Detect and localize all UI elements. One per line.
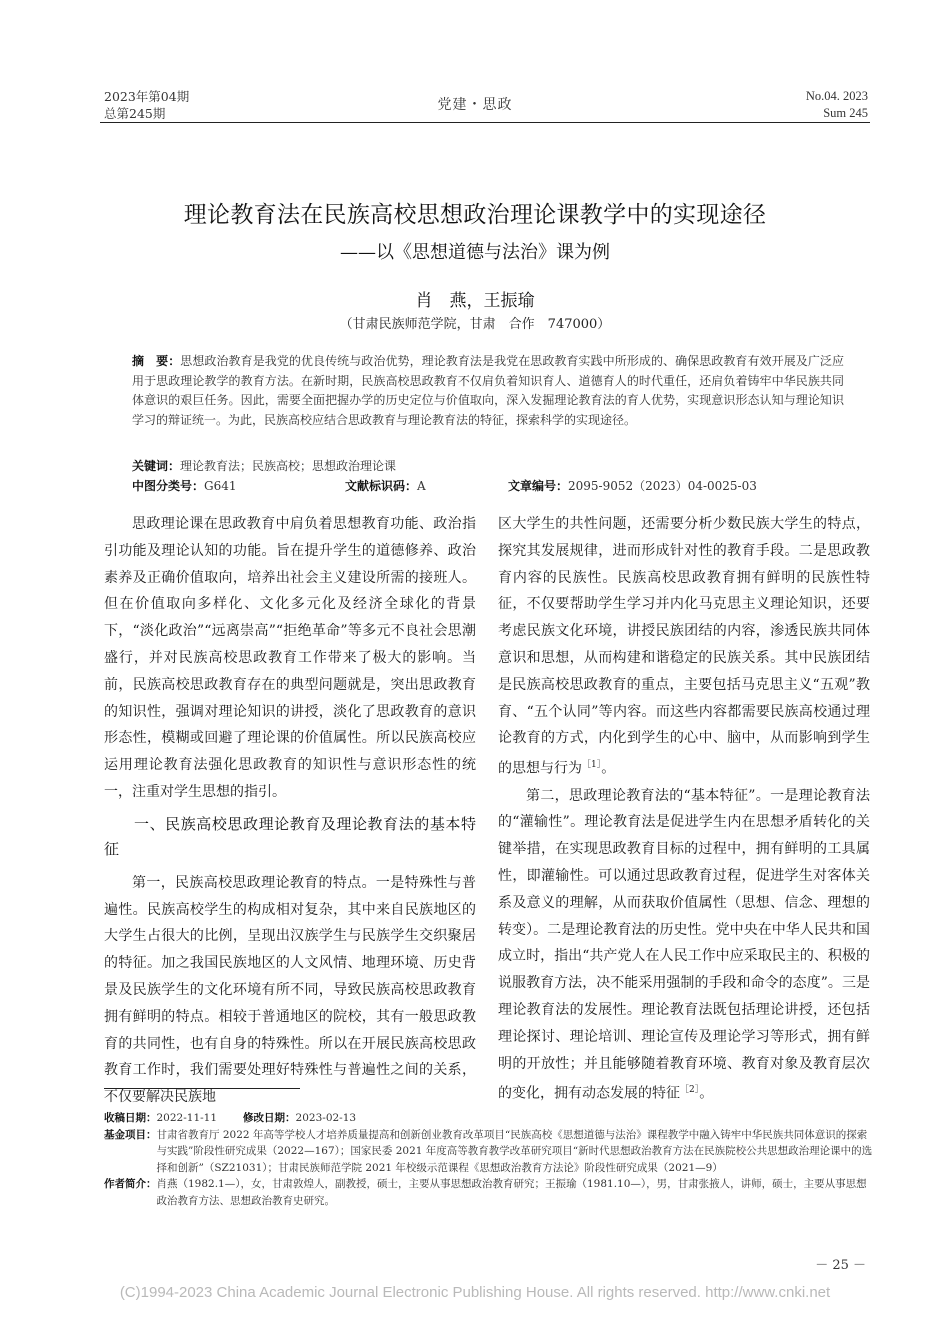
author-bio-label: 作者简介： (104, 1178, 157, 1190)
page-number: － 25 － (815, 1258, 866, 1273)
received-label: 收稿日期： (104, 1112, 157, 1124)
fund-text: 甘肃省教育厅 2022 年高等学校人才培养质量提高和创新创业教育改革项目“民族高校《思想道德与法治》课程教学中融入铸牢中华民族共同体意识的探索与实践”阶段性研究成果（2022—167）；国家民委 2021 年度高等教育教学改革研究项目“新时代思想政治教育方法在民族院校公共思想政治理论课中的选择和创新”（SZ21031）；甘肃民族师范学院 2021 年校级示范课程《思想政治教育方法论》阶段性研究成果（2021—9） (156, 1128, 873, 1174)
section-heading-1: 一、民族高校思政理论教育及理论教育法的基本特征 (104, 814, 476, 858)
section1-paragraph-1-continued (498, 511, 870, 783)
clc-label: 中图分类号： (132, 479, 205, 493)
document-code-value: A (417, 479, 426, 493)
article-title: 理论教育法在民族高校思想政治理论课教学中的实现途径 (183, 202, 767, 228)
citation-1: ［1］ (582, 760, 602, 771)
keywords-label: 关键词： (132, 459, 181, 473)
paragraph-text: 第二，思政理论教育法的“基本特征”。一是理论教育法的“灌输性”。理论教育法是促进学生内在思想矛盾转化的关键举措，在实现思政教育目标的过程中，拥有鲜明的工具属性，即灌输性。可以通过思政教育过程，促进学生对客体关系及意义的理解，从而获取价值属性（思想、信念、理想的转变）。二是理论教育法的历史性。党中央在中华人民共和国成立时，指出“共产党人在人民工作中应采取民主的、积极的说服教育方法，决不能采用强制的手段和命令的态度”。三是理论教育法的发展性。理论教育法既包括理论讲授，还包括理论探讨、理论培训、理论宣传及理论学习等形式，拥有鲜明的开放性；并且能够随着教育环境、教育对象及教育层次的变化，拥有动态发展的特征 (498, 787, 870, 1103)
revised-date: 2023-02-13 (295, 1112, 357, 1124)
abstract-label: 摘 要： (132, 354, 181, 368)
body-column-left (104, 511, 476, 1111)
issue-year: 2023年第04期 (104, 89, 190, 104)
abstract (132, 352, 844, 430)
received-date: 2022-11-11 (156, 1112, 218, 1124)
citation-2: ［2］ (680, 1085, 700, 1096)
intro-paragraph: 思政理论课在思政教育中肩负着思想教育功能、政治指引功能及理论认知的功能。旨在提升学生的道德修养、政治素养及正确价值取向，培养出社会主义建设所需的接班人。但在价值取向多样化、文化多元化及经济全球化的背景下，“淡化政治”“远离崇高”“拒绝革命”等多元不良社会思潮盛行，并对民族高校思政教育工作带来了极大的影响。当前，民族高校思政教育存在的典型问题就是，突出思政教育的知识性，强调对理论知识的讲授，淡化了思政教育的意识形态性，模糊或回避了理论课的价值属性。所以民族高校应运用理论教育法强化思政教育的知识性与意识形态性的统一，注重对学生思想的指引。 (104, 516, 476, 800)
copyright-watermark: (C)1994-2023 China Academic Journal Electronic Publishing House. All rights reserved. http://www.cnki.net (119, 1284, 831, 1301)
footnote-rule (104, 1088, 300, 1089)
paragraph-text: 区大学生的共性问题，还需要分析少数民族大学生的特点，探究其发展规律，进而形成针对性的教育手段。二是思政教育内容的民族性。民族高校思政教育拥有鲜明的民族性特征，不仅要帮助学生学习并内化马克思主义理论知识，还要考虑民族文化环境，讲授民族团结的内容，渗透民族共同体意识和思想，从而构建和谐稳定的民族关系。其中民族团结是民族高校思政教育的重点，主要包括马克思主义“五观”教育、“五个认同”等内容。而这些内容都需要民族高校通过理论教育的方式，内化到学生的心中、脑中，从而影响到学生的思想与行为 (498, 516, 870, 777)
article-number (508, 477, 757, 494)
footnotes (104, 1110, 874, 1209)
document-code (345, 477, 426, 494)
issue-number-en: No.04. 2023 (805, 89, 868, 103)
header-rule (100, 122, 870, 123)
keywords-text: 理论教育法；民族高校；思想政治理论课 (180, 459, 397, 473)
article-number-label: 文章编号： (508, 479, 569, 493)
journal-column-name: 党建・思政 (437, 97, 513, 113)
body-column-right (498, 511, 870, 1108)
paragraph-end: 。 (699, 1086, 714, 1103)
abstract-text: 思想政治教育是我党的优良传统与政治优势，理论教育法是我党在思政教育实践中所形成的、确保思政教育有效开展及广泛应用于思政理论教学的教育方法。在新时期，民族高校思政教育不仅肩负着知识育人、道德育人的时代重任，还肩负着铸牢中华民族共同体意识的艰巨任务。因此，需要全面把握办学的历史定位与价值取向，深入发掘理论教育法的育人优势，实现意识形态认知与理论知识学习的辩证统一。为此，民族高校应结合思政教育与理论教育法的特征，探索科学的实现途径。 (132, 354, 844, 427)
article-subtitle: ——以《思想道德与法治》课为例 (340, 242, 610, 263)
author-affiliation: （甘肃民族师范学院，甘肃 合作 747000） (339, 317, 611, 332)
issue-total: 总第245期 (104, 106, 166, 121)
section1-paragraph-1: 第一，民族高校思政理论教育的特点。一是特殊性与普遍性。民族高校学生的构成相对复杂，其中来自民族地区的大学生占很大的比例，呈现出汉族学生与民族学生交织聚居的特征。加之我国民族地区的人文风情、地理环境、历史背景及民族学生的文化环境有所不同，导致民族高校思政教育拥有鲜明的特点。相较于普通地区的院校，其有一般思政教育的共同性，也有自身的特殊性。所以在开展民族高校思政教育工作时，我们需要处理好特殊性与普遍性之间的关系，不仅要解决民族地 (104, 874, 476, 1106)
article-number-value: 2095-9052（2023）04-0025-03 (568, 479, 757, 493)
clc-number (132, 477, 237, 494)
article-authors: 肖 燕，王振瑜 (415, 291, 535, 311)
keywords (132, 457, 396, 474)
fund-label: 基金项目： (104, 1128, 157, 1141)
author-bio-row (104, 1176, 874, 1209)
section1-paragraph-2 (498, 783, 870, 1108)
author-bio-text: 肖燕（1982.1—），女，甘肃敦煌人，副教授，硕士，主要从事思想政治教育研究；王振瑜（1981.10—），男，甘肃张掖人，讲师，硕士，主要从事思想政治教育方法、思想政治教育史研究。 (156, 1178, 867, 1207)
fund-row (104, 1127, 874, 1177)
paragraph-end: 。 (601, 760, 616, 777)
document-code-label: 文献标识码： (345, 479, 418, 493)
issue-sum-en: Sum 245 (823, 106, 868, 120)
clc-value: G641 (204, 479, 237, 493)
dates-row (104, 1110, 874, 1127)
revised-label: 修改日期： (243, 1112, 296, 1124)
journal-issue-right (806, 88, 868, 122)
